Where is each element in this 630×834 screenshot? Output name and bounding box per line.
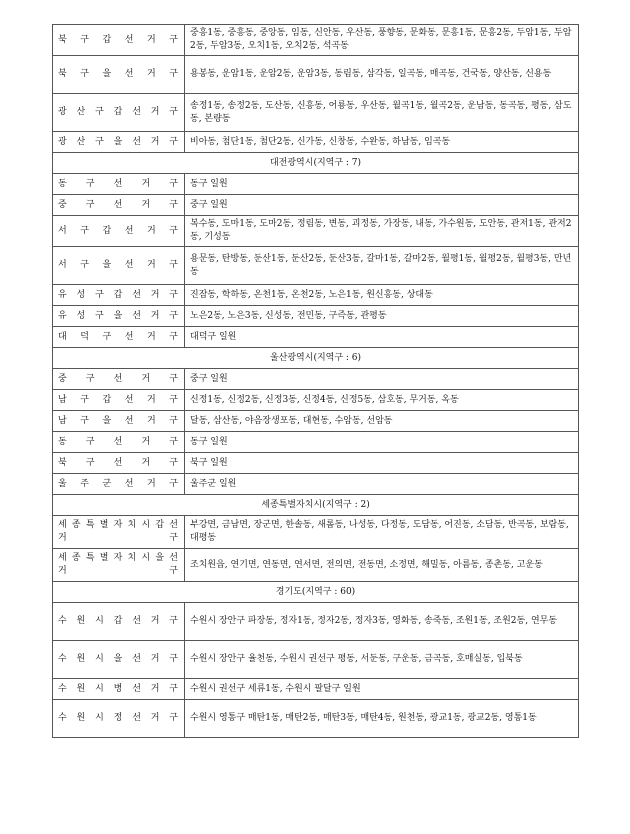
district-area: 수원시 영통구 매탄1동, 매탄2동, 매탄3동, 매탄4동, 원천동, 광교1동, 광교2동, 영통1동 [185, 700, 579, 738]
district-area: 중구 일원 [185, 369, 579, 390]
district-row [53, 247, 579, 285]
district-area: 중흥1동, 중흥동, 중앙동, 임동, 신안동, 우산동, 풍향동, 문화동, 문흥1동, 문흥2동, 두암1동, 두암2동, 두암3동, 오치1동, 오치2동, 석곡동 [185, 25, 579, 56]
district-area: 동구 일원 [185, 174, 579, 195]
district-row [53, 432, 579, 453]
district-row [53, 285, 579, 306]
district-name: 북 구 선 거 구 [53, 453, 185, 474]
district-table [52, 24, 579, 738]
district-name: 북 구 갑 선 거 구 [53, 25, 185, 56]
district-row [53, 216, 579, 247]
district-row [53, 327, 579, 348]
district-name: 울 주 군 선 거 구 [53, 474, 185, 495]
district-row [53, 641, 579, 679]
district-name: 유 성 구 갑 선 거 구 [53, 285, 185, 306]
district-row [53, 195, 579, 216]
district-area: 용문동, 탄방동, 둔산1동, 둔산2동, 둔산3동, 갈마1동, 갈마2동, 월평1동, 월평2동, 월평3동, 만년동 [185, 247, 579, 285]
district-row [53, 56, 579, 94]
district-area: 진잠동, 학하동, 온천1동, 온천2동, 노은1동, 원신흥동, 상대동 [185, 285, 579, 306]
district-row [53, 132, 579, 153]
district-name: 남 구 을 선 거 구 [53, 411, 185, 432]
district-area: 송정1동, 송정2동, 도산동, 신흥동, 어룡동, 우산동, 월곡1동, 월곡2동, 운남동, 동곡동, 평동, 삼도동, 본량동 [185, 94, 579, 132]
district-row [53, 306, 579, 327]
district-area: 수원시 장안구 율천동, 수원시 권선구 평동, 서둔동, 구운동, 금곡동, 호매실동, 입북동 [185, 641, 579, 679]
district-area: 신정1동, 신정2동, 신정3동, 신정4동, 신정5동, 삼호동, 무거동, 옥동 [185, 390, 579, 411]
district-row [53, 94, 579, 132]
district-area: 달동, 삼산동, 야음장생포동, 대현동, 수암동, 선암동 [185, 411, 579, 432]
district-name: 서 구 갑 선 거 구 [53, 216, 185, 247]
district-table-body [53, 25, 579, 738]
district-row [53, 516, 579, 549]
district-area: 용봉동, 운암1동, 운암2동, 운암3동, 동림동, 삼각동, 일곡동, 매곡동, 건국동, 양산동, 신용동 [185, 56, 579, 94]
district-row [53, 453, 579, 474]
district-row [53, 549, 579, 582]
region-label: 대전광역시(지역구 : 7) [53, 153, 579, 174]
region-label: 울산광역시(지역구 : 6) [53, 348, 579, 369]
district-name: 북 구 을 선 거 구 [53, 56, 185, 94]
district-area: 북구 일원 [185, 453, 579, 474]
district-area: 수원시 권선구 세류1동, 수원시 팔달구 일원 [185, 679, 579, 700]
district-area: 복수동, 도마1동, 도마2동, 정림동, 변동, 괴정동, 가장동, 내동, 가수원동, 도안동, 관저1동, 관저2동, 기성동 [185, 216, 579, 247]
district-area: 비아동, 첨단1동, 첨단2동, 신가동, 신창동, 수완동, 하남동, 임곡동 [185, 132, 579, 153]
district-name: 수 원 시 병 선 거 구 [53, 679, 185, 700]
district-name: 서 구 을 선 거 구 [53, 247, 185, 285]
district-row [53, 411, 579, 432]
district-name: 대 덕 구 선 거 구 [53, 327, 185, 348]
district-area: 부강면, 금남면, 장군면, 한솔동, 새롬동, 나성동, 다정동, 도담동, 어진동, 소담동, 반곡동, 보람동, 대평동 [185, 516, 579, 549]
district-name: 수 원 시 갑 선 거 구 [53, 603, 185, 641]
district-area: 조치원읍, 연기면, 연동면, 연서면, 전의면, 전동면, 소정면, 해밀동, 아름동, 종촌동, 고운동 [185, 549, 579, 582]
district-area: 동구 일원 [185, 432, 579, 453]
district-area: 중구 일원 [185, 195, 579, 216]
region-header-row [53, 153, 579, 174]
district-row [53, 603, 579, 641]
district-name: 중 구 선 거 구 [53, 195, 185, 216]
district-name: 남 구 갑 선 거 구 [53, 390, 185, 411]
district-name: 유 성 구 을 선 거 구 [53, 306, 185, 327]
region-header-row [53, 348, 579, 369]
district-row [53, 25, 579, 56]
region-label: 경기도(지역구 : 60) [53, 582, 579, 603]
district-name: 중 구 선 거 구 [53, 369, 185, 390]
district-name: 동 구 선 거 구 [53, 174, 185, 195]
district-area: 노은2동, 노은3동, 신성동, 전민동, 구즉동, 관평동 [185, 306, 579, 327]
district-row [53, 390, 579, 411]
district-area: 수원시 장안구 파장동, 정자1동, 정자2동, 정자3동, 영화동, 송죽동, 조원1동, 조원2동, 연무동 [185, 603, 579, 641]
district-row [53, 700, 579, 738]
district-name: 동 구 선 거 구 [53, 432, 185, 453]
district-row [53, 369, 579, 390]
district-name: 세 종 특 별 자 치 시 을 선 거 구 [53, 549, 185, 582]
district-row [53, 474, 579, 495]
district-row [53, 174, 579, 195]
region-header-row [53, 582, 579, 603]
district-name: 광 산 구 을 선 거 구 [53, 132, 185, 153]
district-row [53, 679, 579, 700]
district-name: 광 산 구 갑 선 거 구 [53, 94, 185, 132]
district-area: 대덕구 일원 [185, 327, 579, 348]
region-header-row [53, 495, 579, 516]
district-name: 수 원 시 을 선 거 구 [53, 641, 185, 679]
region-label: 세종특별자치시(지역구 : 2) [53, 495, 579, 516]
district-name: 세 종 특 별 자 치 시 갑 선 거 구 [53, 516, 185, 549]
district-area: 울주군 일원 [185, 474, 579, 495]
district-name: 수 원 시 정 선 거 구 [53, 700, 185, 738]
